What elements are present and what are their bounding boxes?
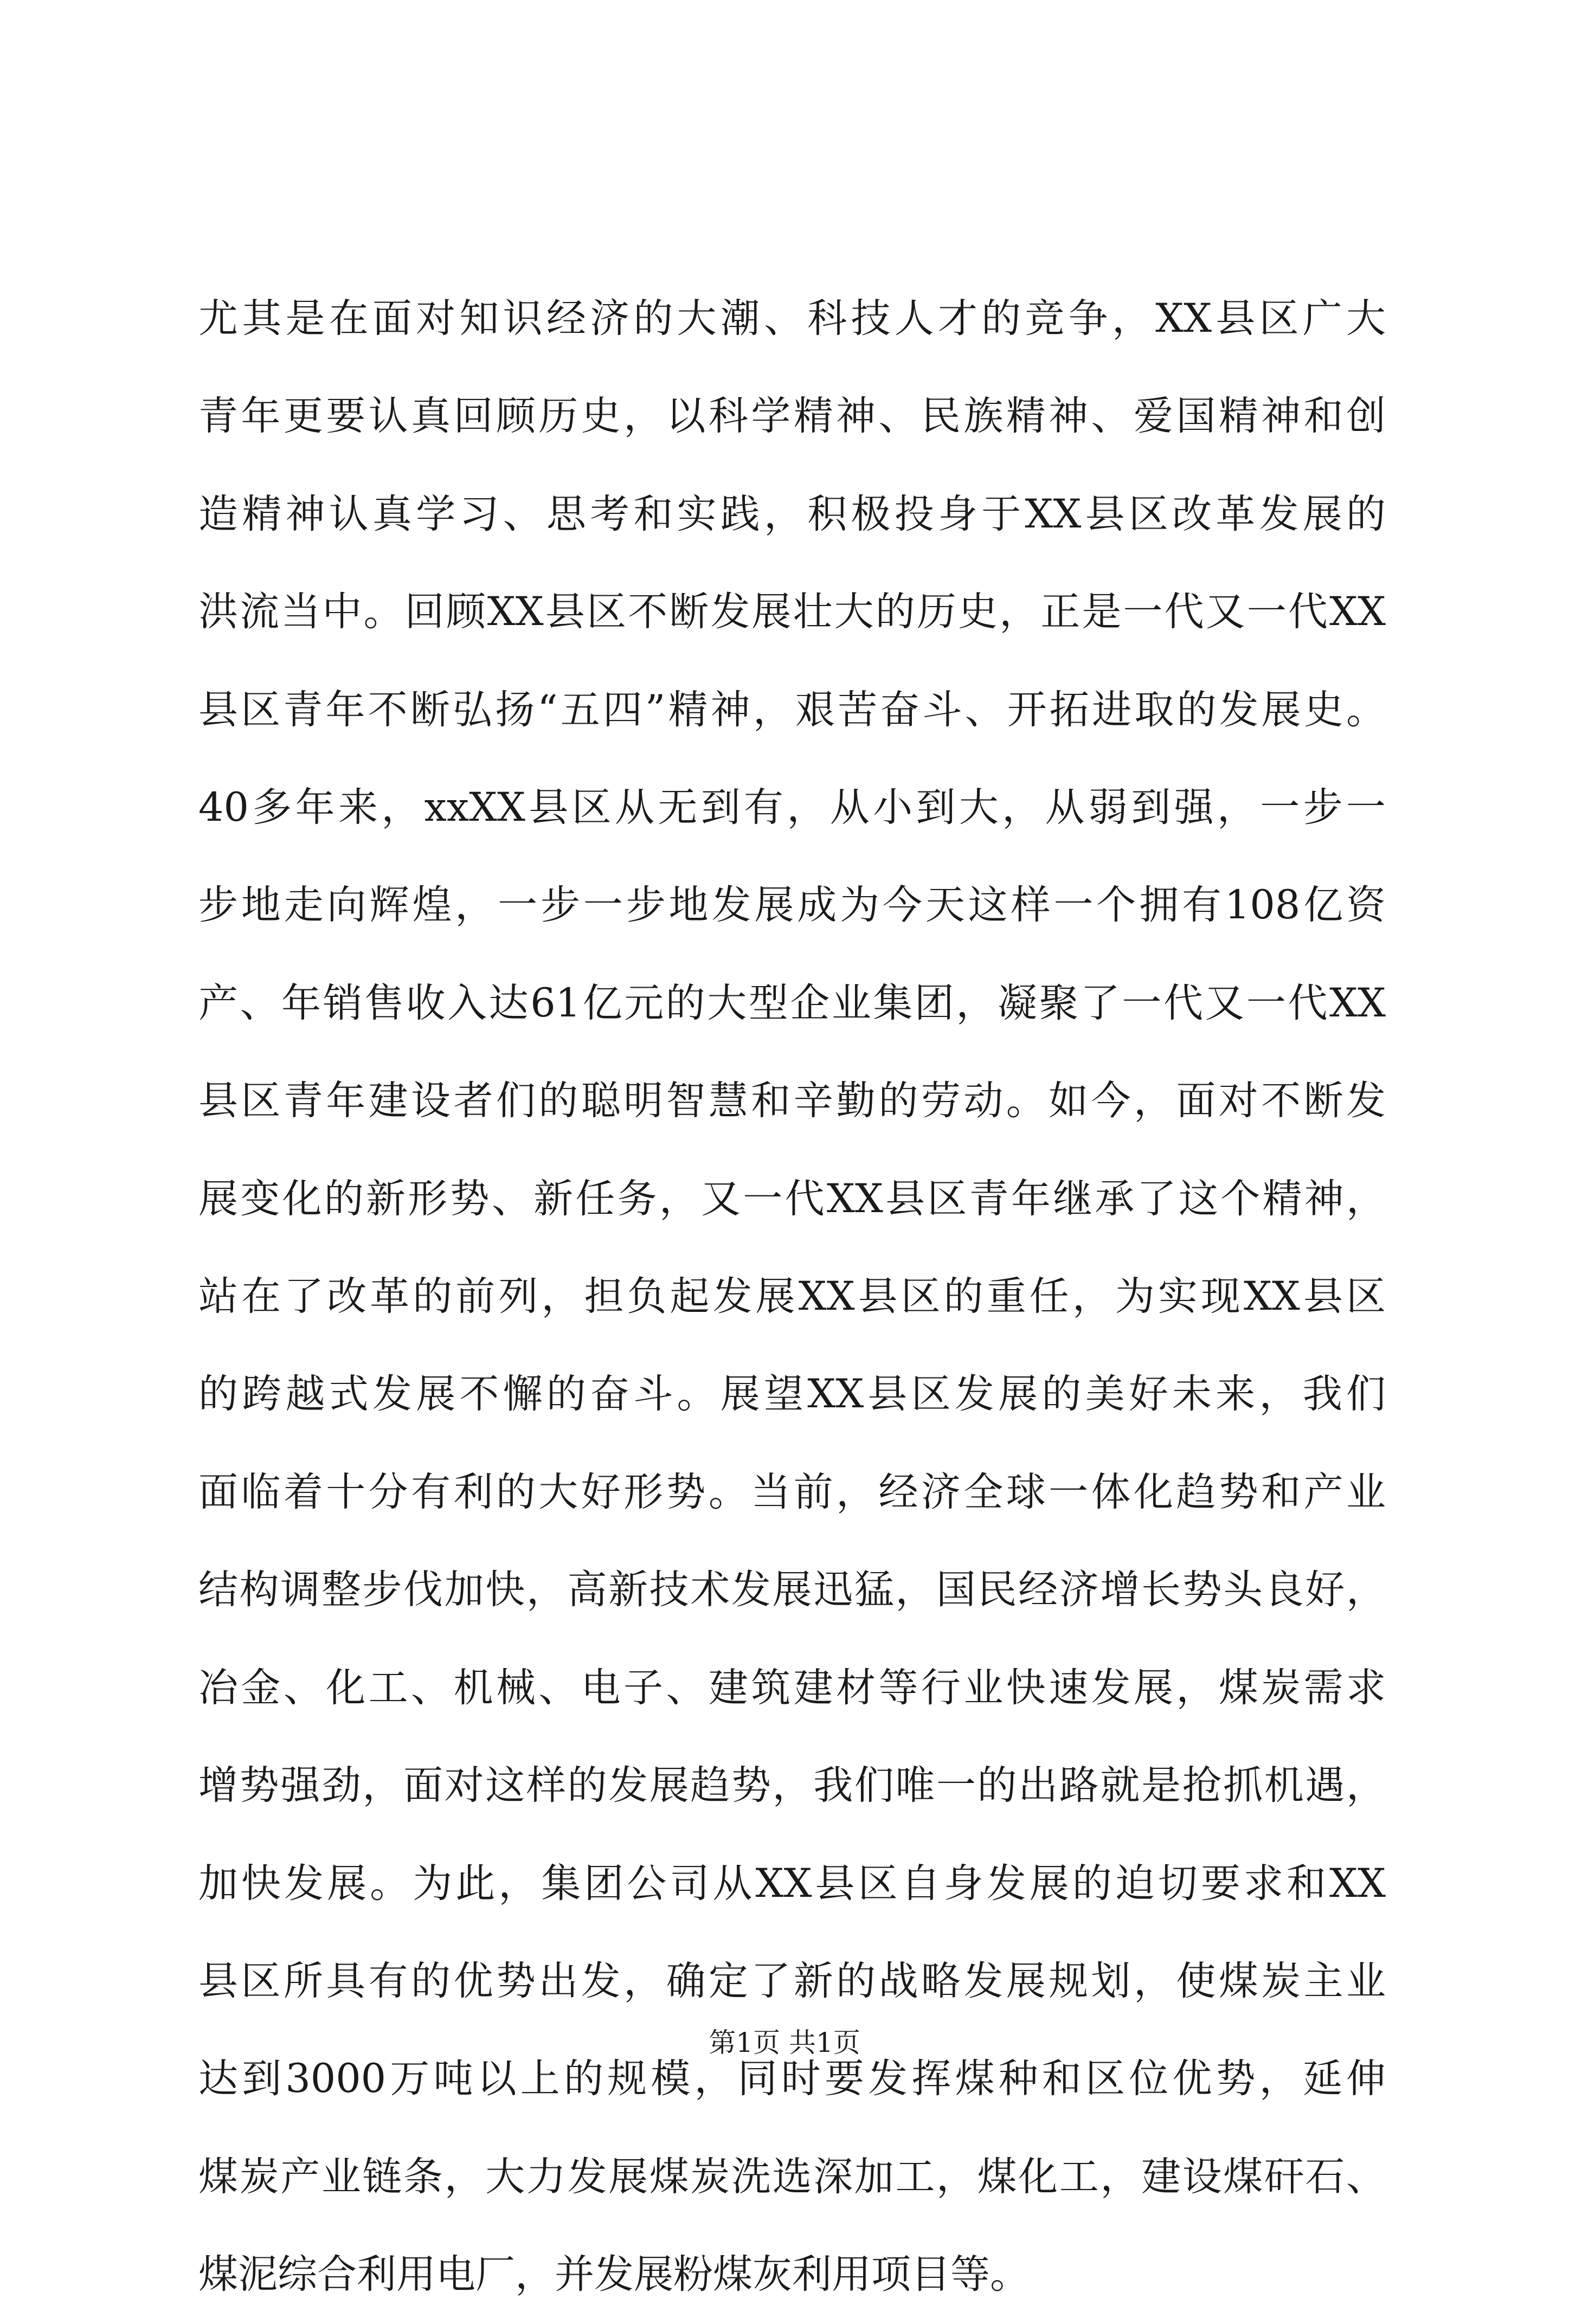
text-line: 步地走向辉煌，一步一步地发展成为今天这样一个拥有108亿资 bbox=[198, 882, 1386, 929]
text-line: 增势强劲，面对这样的发展趋势，我们唯一的出路就是抢抓机遇， bbox=[198, 1762, 1386, 1809]
text-line: 冶金、化工、机械、电子、建筑建材等行业快速发展，煤炭需求 bbox=[198, 1664, 1386, 1711]
text-line: 造精神认真学习、思考和实践，积极投身于XX县区改革发展的 bbox=[198, 491, 1386, 537]
text-line: 尤其是在面对知识经济的大潮、科技人才的竞争，XX县区广大 bbox=[198, 295, 1386, 342]
text-line: 青年更要认真回顾历史，以科学精神、民族精神、爱国精神和创 bbox=[198, 393, 1386, 440]
text-line: 洪流当中。回顾XX县区不断发展壮大的历史，正是一代又一代XX bbox=[198, 589, 1386, 635]
page-footer: 第1页 共1页 bbox=[709, 2027, 860, 2058]
text-line: 展变化的新形势、新任务，又一代XX县区青年继承了这个精神， bbox=[198, 1175, 1386, 1222]
text-line: 县区所具有的优势出发，确定了新的战略发展规划，使煤炭主业 bbox=[198, 1958, 1386, 2004]
text-line: 达到3000万吨以上的规模，同时要发挥煤种和区位优势，延伸 bbox=[198, 2056, 1386, 2102]
text-line: 站在了改革的前列，担负起发展XX县区的重任，为实现XX县区 bbox=[198, 1273, 1386, 1320]
text-line: 县区青年不断弘扬“五四”精神，艰苦奋斗、开拓进取的发展史。 bbox=[198, 686, 1386, 733]
text-line: 的跨越式发展不懈的奋斗。展望XX县区发展的美好未来，我们 bbox=[198, 1371, 1386, 1418]
text-line: 产、年销售收入达61亿元的大型企业集团，凝聚了一代又一代XX bbox=[198, 980, 1386, 1026]
text-line: 加快发展。为此，集团公司从XX县区自身发展的迫切要求和XX bbox=[198, 1860, 1386, 1907]
text-line: 煤炭产业链条，大力发展煤炭洗选深加工，煤化工，建设煤矸石、 bbox=[198, 2153, 1386, 2200]
text-line: 县区青年建设者们的聪明智慧和辛勤的劳动。如今，面对不断发 bbox=[198, 1078, 1386, 1124]
text-line: 面临着十分有利的大好形势。当前，经济全球一体化趋势和产业 bbox=[198, 1469, 1386, 1515]
text-line: 40多年来，xxXX县区从无到有，从小到大，从弱到强，一步一 bbox=[198, 784, 1386, 831]
body-paragraph bbox=[198, 270, 1386, 2324]
text-line-last: 煤泥综合利用电厂，并发展粉煤灰利用项目等。 bbox=[198, 2251, 1030, 2298]
text-line: 结构调整步伐加快，高新技术发展迅猛，国民经济增长势头良好， bbox=[198, 1567, 1386, 1613]
